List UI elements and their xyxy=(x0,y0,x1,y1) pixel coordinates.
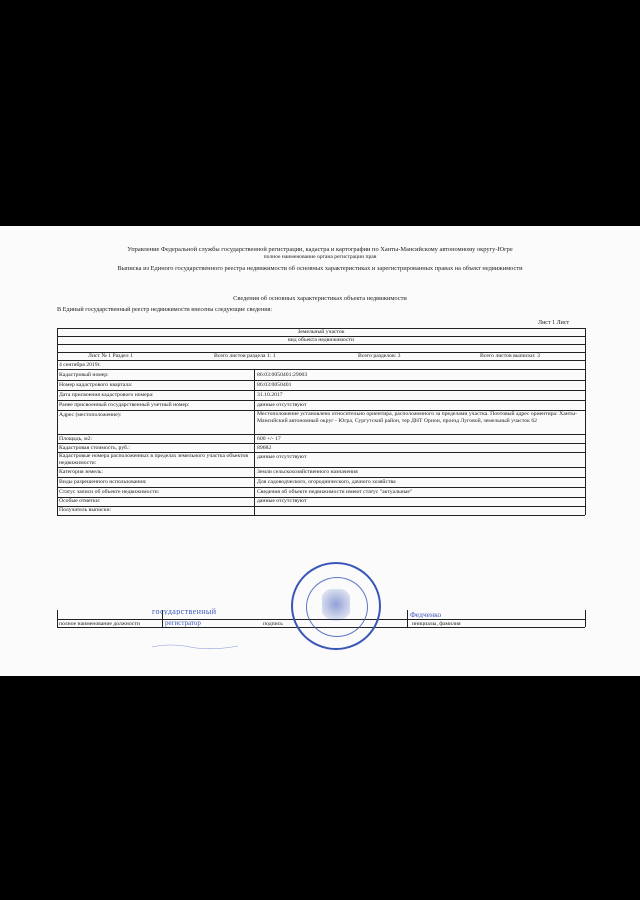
row-value: Сведения об объекте недвижимости имеют статус "актуальные" xyxy=(257,489,413,495)
row-label: Ранее присвоенный государственный учетный номер: xyxy=(59,402,190,408)
row-label: Адрес (местоположение): xyxy=(59,412,122,418)
extract-date: 4 сентября 2019г. xyxy=(59,362,101,368)
document-sheet xyxy=(0,226,640,676)
position-caption: полное наименование должности xyxy=(59,621,140,627)
sheet-number: Лист 1 Лист xyxy=(538,320,570,326)
row-value: 600 +/- 17 xyxy=(257,436,281,442)
row-value: 86:03:0050401:29003 xyxy=(257,372,308,378)
document-intro: В Единый государственный реестр недвижимости внесены следующие сведения: xyxy=(57,306,273,313)
signature-caption: подпись xyxy=(263,621,283,627)
row-label: Категория земель: xyxy=(59,469,103,475)
row-label: Кадастровый номер: xyxy=(59,372,109,378)
total-sections: Всего разделов: 3 xyxy=(358,353,401,359)
row-value: данные отсутствуют xyxy=(257,454,307,460)
initials-caption: инициалы, фамилия xyxy=(412,621,461,627)
extract-title: Выписка из Единого государственного реестра недвижимости об основных характеристиках и зарегистрированных правах на объект недвижимости xyxy=(117,265,523,272)
agency-line: Управление Федеральной службы государственной регистрации, кадастра и картографии по Ханты-Мансийскому автономному округу-Югре xyxy=(127,246,513,253)
row-value: данные отсутствуют xyxy=(257,498,307,504)
stamp-text-2: регистратор xyxy=(165,620,201,627)
official-seal xyxy=(291,562,381,650)
row-value: Земли сельскохозяйственного назначения xyxy=(257,469,358,475)
signer-name: Федченко xyxy=(410,611,442,618)
row-label: Кадастровая стоимость, руб.: xyxy=(59,445,130,451)
document-title: Сведения об основных характеристиках объекта недвижимости xyxy=(233,295,407,302)
row-value: 31.10.2017 xyxy=(257,392,283,398)
row-label: Статус записи об объекте недвижимости: xyxy=(59,489,160,495)
row-value: данные отсутствуют xyxy=(257,402,307,408)
stamp-text-1: государственный xyxy=(152,608,217,615)
total-sheets-section: Всего листов раздела 1: 1 xyxy=(214,353,276,359)
row-label: Виды разрешенного использования: xyxy=(59,479,147,485)
row-value: 86:03:0050401 xyxy=(257,382,292,388)
row-label: Получатель выписки: xyxy=(59,507,112,513)
row-label: Дата присвоения кадастрового номера: xyxy=(59,392,154,398)
row-label: Кадастровые номера расположенных в пределах земельного участка объектов недвижимости: xyxy=(59,453,249,466)
sheet-section: Лист № 1 Раздел 1 xyxy=(88,353,133,359)
row-label: Площадь, м2: xyxy=(59,436,93,442)
object-type: Земельный участок xyxy=(297,329,345,335)
total-sheets-extract: Всего листов выписки: 3 xyxy=(480,353,540,359)
row-label: Особые отметки: xyxy=(59,498,101,504)
agency-subline: полное наименование органа регистрации прав xyxy=(263,254,377,260)
row-value: Местоположение установлено относительно ориентира, расположенного за пределами участка. Почтовый адрес ориентира: Ханты-Мансийский автономный округ - Югра, Сургутский район, тер ДНТ Орион, проезд Луговой, земельный участок 62 xyxy=(257,411,577,424)
row-value: 89682 xyxy=(257,445,272,451)
row-value: Для садоводческого, огороднического, дачного хозяйства xyxy=(257,479,396,485)
emblem-icon xyxy=(322,589,350,623)
object-type-caption: вид объекта недвижимости xyxy=(287,337,355,343)
row-label: Номер кадастрового квартала: xyxy=(59,382,133,388)
signature-stroke xyxy=(150,641,240,651)
